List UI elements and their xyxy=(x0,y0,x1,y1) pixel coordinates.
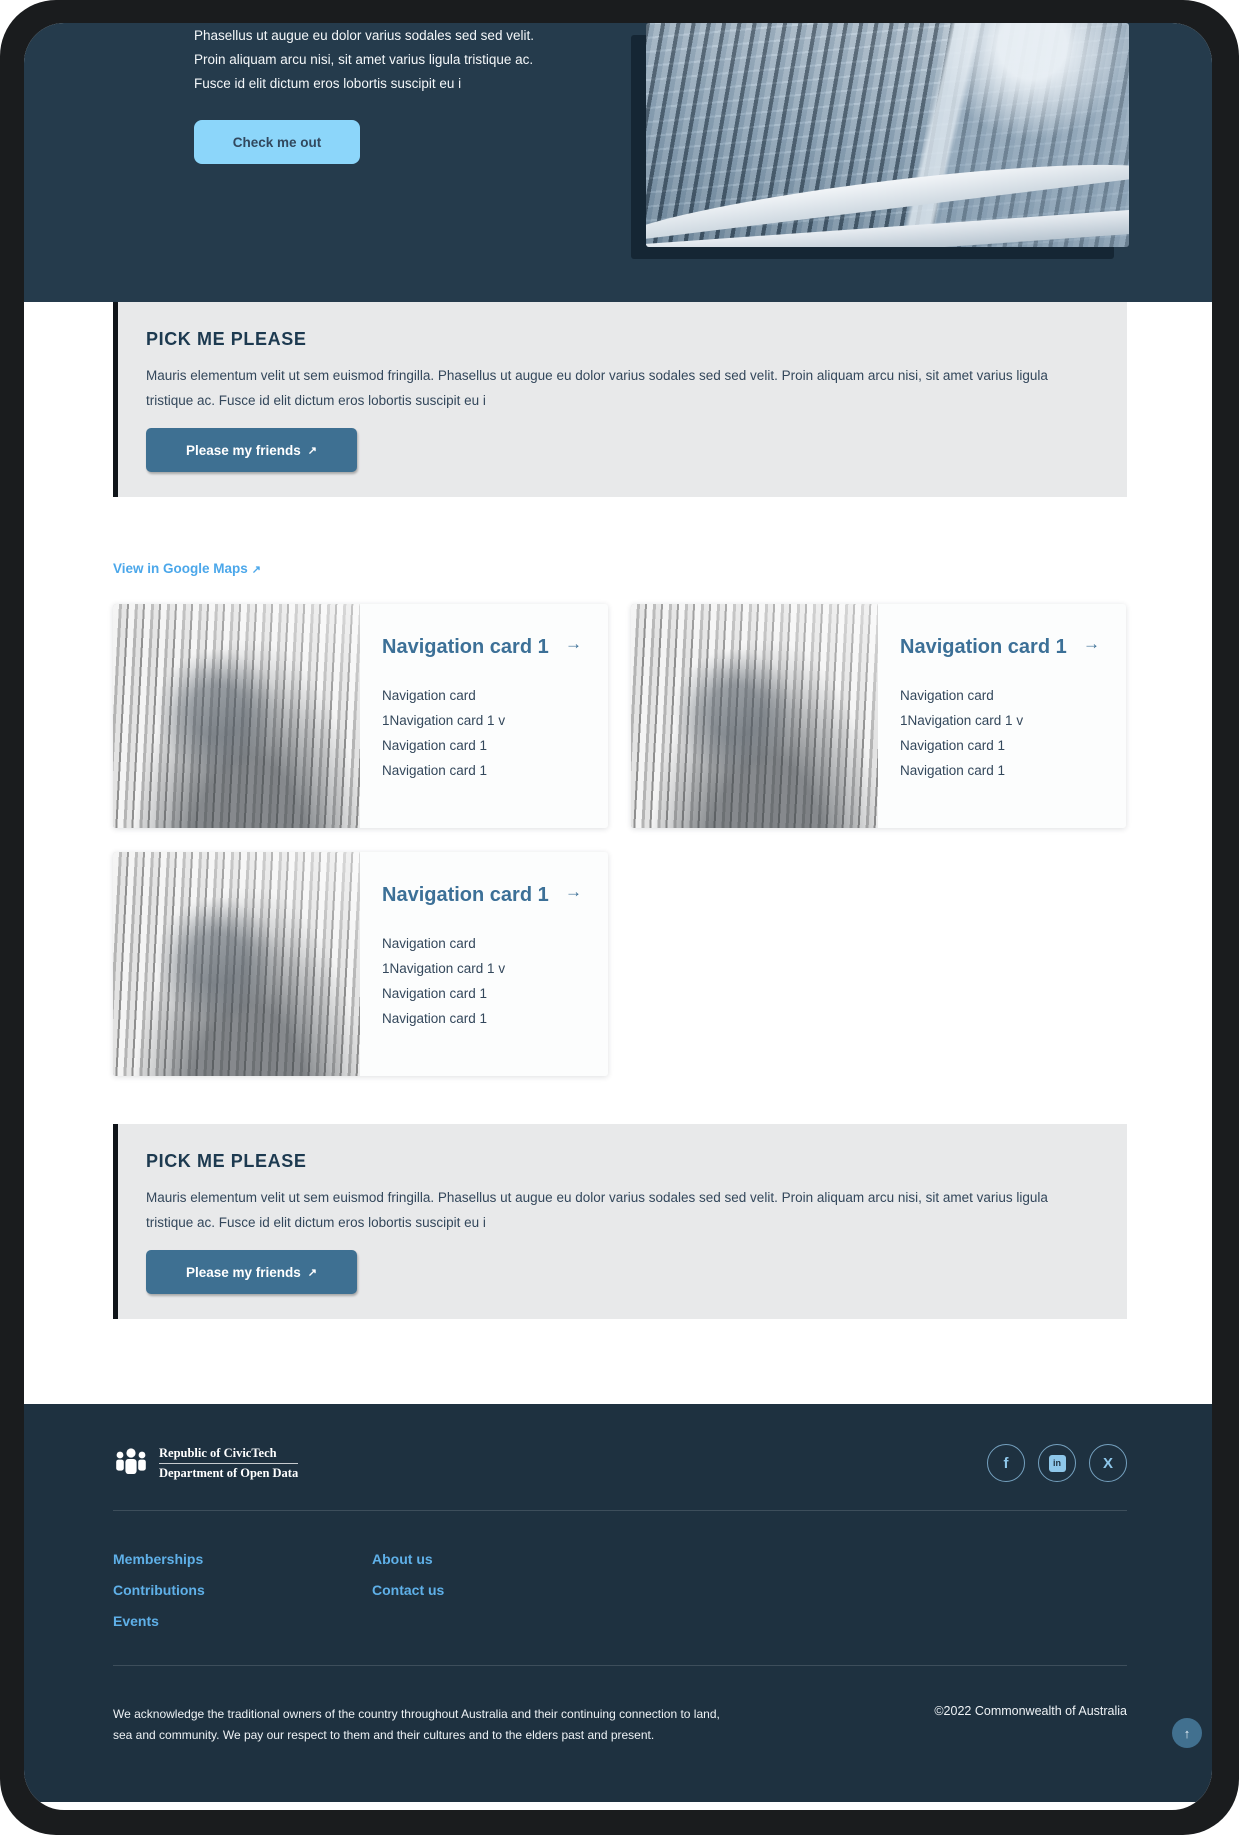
footer-link-events[interactable]: Events xyxy=(113,1613,159,1629)
card-arrow-icon[interactable]: → xyxy=(565,634,582,653)
card-text-line: 1Navigation card 1 v xyxy=(900,713,1024,728)
navigation-card[interactable] xyxy=(113,604,608,828)
card-architecture-image xyxy=(113,852,360,1076)
social-links xyxy=(987,1444,1127,1482)
external-link-arrow-icon: ↗ xyxy=(307,444,318,457)
footer xyxy=(24,1404,1212,1802)
page xyxy=(24,23,1212,1810)
callout-title: PICK ME PLEASE xyxy=(146,329,307,349)
external-link-arrow-icon: ↗ xyxy=(307,1266,318,1279)
hero-section xyxy=(24,23,1212,302)
linkedin-icon[interactable]: in xyxy=(1038,1444,1076,1482)
footer-link-contact-us[interactable]: Contact us xyxy=(372,1582,445,1598)
card-architecture-image xyxy=(113,604,360,828)
callout-pick-me-please-2 xyxy=(113,1124,1127,1319)
card-title: Navigation card 1 xyxy=(900,636,1067,658)
card-text-line: Navigation card 1 xyxy=(382,1011,488,1026)
card-text-lines xyxy=(382,683,584,783)
navigation-cards-grid xyxy=(113,604,1127,1076)
callout-title: PICK ME PLEASE xyxy=(146,1151,307,1171)
callout-pick-me-please-1 xyxy=(113,302,1127,497)
card-body xyxy=(878,604,1126,828)
footer-link-contributions[interactable]: Contributions xyxy=(113,1582,205,1598)
card-text-line: 1Navigation card 1 v xyxy=(382,961,506,976)
card-arrow-icon[interactable]: → xyxy=(565,882,582,901)
callout-body: Mauris elementum velit ut sem euismod fringilla. Phasellus ut augue eu dolor varius sodales sed sed velit. Proin aliquam arcu nisi, sit amet varius ligula tristique ac. Fusce id elit dictum eros lobortis suscipit eu i xyxy=(146,1190,1048,1230)
copyright-text: ©2022 Commonwealth of Australia xyxy=(934,1704,1127,1718)
x-twitter-icon[interactable]: X xyxy=(1089,1444,1127,1482)
facebook-icon[interactable]: f xyxy=(987,1444,1025,1482)
card-text-line: Navigation card 1 xyxy=(900,738,1006,753)
card-text-line: Navigation card 1 xyxy=(382,738,488,753)
logo-text xyxy=(159,1446,298,1481)
please-my-friends-button[interactable] xyxy=(146,1250,357,1294)
card-text-lines xyxy=(382,931,584,1031)
footer-bottom-row xyxy=(113,1704,1127,1746)
card-text-line: Navigation card xyxy=(382,936,476,951)
card-title: Navigation card 1 xyxy=(382,636,549,658)
hero-paragraph: Phasellus ut augue eu dolor varius sodales sed sed velit. Proin aliquam arcu nisi, sit amet varius ligula tristique ac. Fusce id elit dictum eros lobortis suscipit eu i xyxy=(194,28,534,91)
card-text-line: Navigation card 1 xyxy=(900,763,1006,778)
footer-nav-column-1 xyxy=(113,1551,372,1644)
google-maps-link-label: View in Google Maps xyxy=(113,561,248,576)
footer-divider-top xyxy=(113,1510,1127,1511)
footer-link-memberships[interactable]: Memberships xyxy=(113,1551,204,1567)
external-link-arrow-icon: ↗ xyxy=(251,564,261,576)
logo-line-2: Department of Open Data xyxy=(159,1465,299,1480)
card-text-line: Navigation card xyxy=(382,688,476,703)
check-me-out-button[interactable]: Check me out xyxy=(194,120,360,164)
footer-divider-bottom xyxy=(113,1665,1127,1666)
civictech-logo xyxy=(113,1445,298,1481)
please-my-friends-button[interactable] xyxy=(146,428,357,472)
card-text-line: 1Navigation card 1 v xyxy=(382,713,506,728)
logo-line-1: Republic of CivicTech xyxy=(159,1446,298,1464)
navigation-card[interactable] xyxy=(631,604,1126,828)
people-group-icon xyxy=(113,1445,149,1481)
card-text-line: Navigation card 1 xyxy=(382,763,488,778)
card-arrow-icon[interactable]: → xyxy=(1083,634,1100,653)
button-label: Please my friends xyxy=(185,442,301,458)
card-body xyxy=(360,852,608,1076)
acknowledgment-text: We acknowledge the traditional owners of the country throughout Australia and their continuing connection to land, sea and community. We pay our respect to them and their cultures and to the elders past and present. xyxy=(113,1707,720,1742)
google-maps-link[interactable] xyxy=(113,561,261,576)
card-text-line: Navigation card xyxy=(900,688,994,703)
card-title: Navigation card 1 xyxy=(382,884,549,906)
up-arrow-icon: ↑ xyxy=(1183,1725,1191,1741)
button-label: Please my friends xyxy=(185,1264,301,1280)
card-architecture-image xyxy=(631,604,878,828)
navigation-card[interactable] xyxy=(113,852,608,1076)
callout-body: Mauris elementum velit ut sem euismod fringilla. Phasellus ut augue eu dolor varius sodales sed sed velit. Proin aliquam arcu nisi, sit amet varius ligula tristique ac. Fusce id elit dictum eros lobortis suscipit eu i xyxy=(146,368,1048,408)
hero-building-image xyxy=(646,23,1129,247)
footer-top-row xyxy=(113,1440,1127,1486)
card-text-lines xyxy=(900,683,1102,783)
footer-nav-column-2 xyxy=(372,1551,631,1644)
card-body xyxy=(360,604,608,828)
footer-nav xyxy=(113,1551,1127,1644)
card-text-line: Navigation card 1 xyxy=(382,986,488,1001)
scroll-to-top-button[interactable] xyxy=(1172,1718,1202,1748)
footer-link-about-us[interactable]: About us xyxy=(372,1551,433,1567)
hero-text-block xyxy=(194,23,560,164)
